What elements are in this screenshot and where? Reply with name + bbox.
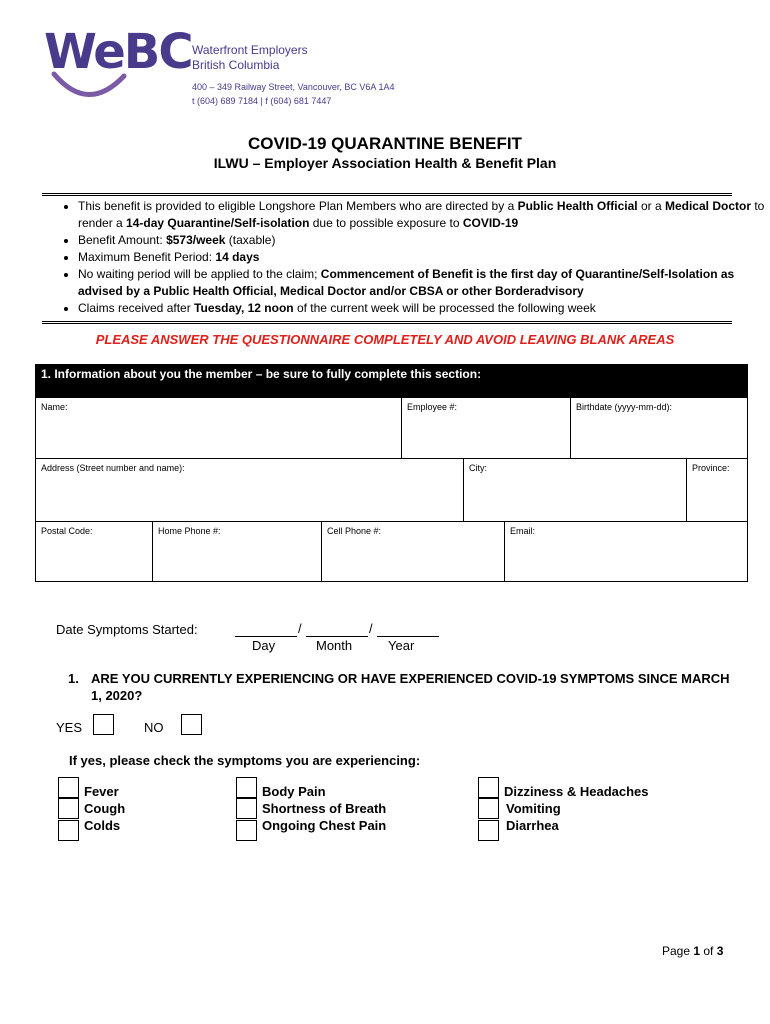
fever-checkbox[interactable] [58,777,79,798]
bullet-max-period [78,249,768,266]
name-label: Name: [41,402,68,412]
symptom-chest-pain: Ongoing Chest Pain [262,818,387,833]
body-pain-checkbox[interactable] [236,777,257,798]
top-divider [42,193,732,196]
bullet-bold: Medical Doctor [664,199,751,213]
birthdate-label: Birthdate (yyyy-mm-dd): [576,402,673,412]
bullet-text: This benefit is provided to eligible Longshore Plan Members who are directed by a [78,199,518,213]
chest-pain-checkbox[interactable] [236,820,257,841]
province-label: Province: [692,463,730,473]
bullet-bold: 14 days [215,250,260,264]
date-symptoms-label: Date Symptoms Started: [56,622,198,637]
postal-code-field[interactable] [35,521,153,582]
city-label: City: [469,463,487,473]
no-label: NO [144,720,164,735]
bullet-text: due to possible exposure to [309,216,463,230]
phone-line: t (604) 689 7184 | f (604) 681 7447 [192,96,332,106]
symptom-shortness-of-breath: Shortness of Breath [262,801,387,816]
question-1-number: 1. [68,671,79,686]
day-input-line[interactable] [235,636,297,637]
employee-number-field[interactable] [401,397,571,459]
bullet-text: to render a [78,199,765,230]
bullet-bold: COVID-19 [462,216,519,230]
org-line-2: British Columbia [192,58,280,72]
total-pages: 3 [716,944,724,958]
bullet-text: No waiting period will be applied to the claim; [78,267,321,281]
symptom-dizziness: Dizziness & Headaches [504,784,649,799]
bottom-divider [42,321,732,324]
cough-checkbox[interactable] [58,798,79,819]
benefit-info-list [42,198,768,317]
form-title: COVID-19 QUARANTINE BENEFIT [248,134,522,153]
email-field[interactable] [504,521,748,582]
no-checkbox[interactable] [181,714,202,735]
if-yes-instruction: If yes, please check the symptoms you are experiencing: [69,753,421,768]
dizziness-checkbox[interactable] [478,777,499,798]
bullet-eligibility [78,198,768,232]
shortness-of-breath-checkbox[interactable] [236,798,257,819]
address-field[interactable] [35,458,464,522]
birthdate-field[interactable] [570,397,748,459]
bullet-text: Benefit Amount: [78,233,167,247]
date-separator: / [369,621,373,636]
cell-phone-field[interactable] [321,521,505,582]
page-number [662,944,723,958]
bullet-text: Claims received after [78,301,195,315]
bullet-bold: Tuesday, 12 noon [194,301,294,315]
year-caption: Year [388,638,415,653]
logo-text: WeBC [44,24,192,80]
symptom-diarrhea: Diarrhea [506,818,559,833]
bullet-claims-deadline [78,300,768,317]
bullet-bold: 14-day Quarantine/Self-isolation [126,216,310,230]
bullet-text: of the current week will be processed the following week [293,301,596,315]
bullet-text: (taxable) [225,233,276,247]
current-page: 1 [693,944,701,958]
employee-label: Employee #: [407,402,458,412]
symptom-body-pain: Body Pain [262,784,326,799]
address-label: Address (Street number and name): [41,463,185,473]
question-1-text: ARE YOU CURRENTLY EXPERIENCING OR HAVE EXPERIENCED COVID-19 SYMPTOMS SINCE MARCH 1, 2020? [91,671,730,703]
bullet-text: or a [637,199,665,213]
date-separator: / [298,621,302,636]
org-line-1: Waterfront Employers [192,43,308,57]
cell-phone-label: Cell Phone #: [327,526,382,536]
bullet-benefit-amount [78,232,768,249]
name-field[interactable] [35,397,402,459]
organization-address [192,80,394,108]
city-field[interactable] [463,458,687,522]
province-field[interactable] [686,458,748,522]
colds-checkbox[interactable] [58,820,79,841]
form-subtitle: ILWU – Employer Association Health & Benefit Plan [213,155,557,171]
month-caption: Month [316,638,353,653]
page-word: Page [662,944,694,958]
symptom-fever: Fever [84,784,119,799]
webc-logo [44,24,192,80]
email-label: Email: [510,526,536,536]
warning-banner: PLEASE ANSWER THE QUESTIONNAIRE COMPLETELY AND AVOID LEAVING BLANK AREAS [95,332,675,347]
symptom-vomiting: Vomiting [506,801,561,816]
bullet-bold: Commencement of Benefit is the first day of Quarantine/Self-Isolation as advised by a Public Health Official, Medical Doctor and/or CBSA or other Borderadvisory [78,267,735,298]
diarrhea-checkbox[interactable] [478,820,499,841]
month-input-line[interactable] [306,636,368,637]
postal-label: Postal Code: [41,526,93,536]
bullet-waiting-period [78,266,768,300]
symptom-cough: Cough [84,801,126,816]
day-caption: Day [252,638,276,653]
home-phone-field[interactable] [152,521,322,582]
yes-checkbox[interactable] [93,714,114,735]
bullet-text: Maximum Benefit Period: [78,250,216,264]
symptom-colds: Colds [84,818,121,833]
section-1-header: 1. Information about you the member – be sure to fully complete this section: [35,364,748,397]
yes-label: YES [56,720,83,735]
of-word: of [700,944,717,958]
organization-name [192,43,308,73]
logo-smile-arc [50,70,130,102]
home-phone-label: Home Phone #: [158,526,221,536]
bullet-bold: $573/week [166,233,226,247]
year-input-line[interactable] [377,636,439,637]
vomiting-checkbox[interactable] [478,798,499,819]
bullet-bold: Public Health Official [517,199,638,213]
address-line: 400 – 349 Railway Street, Vancouver, BC V6A 1A4 [192,82,395,92]
